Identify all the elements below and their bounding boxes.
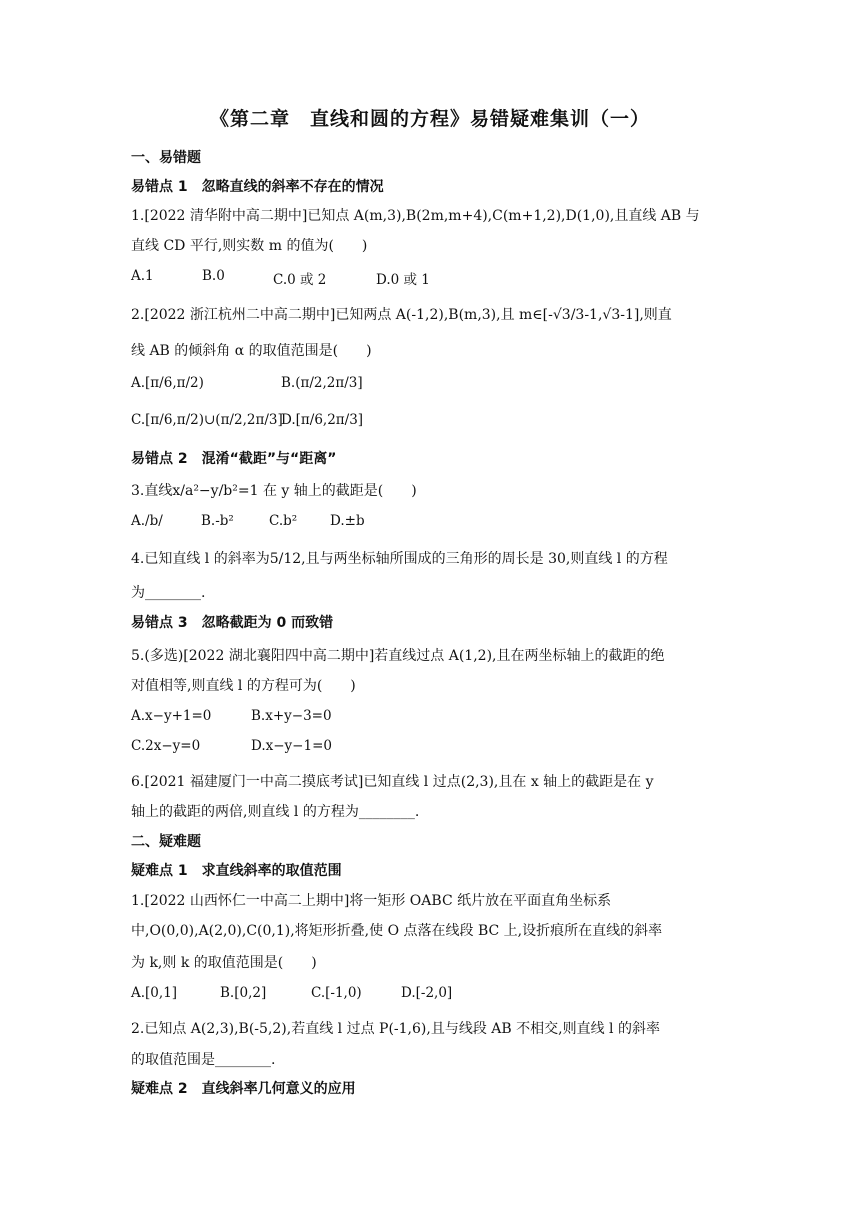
option-b: B.(π/2,2π/3] <box>281 375 363 391</box>
page-title: 《第二章 直线和圆的方程》易错疑难集训（一） <box>209 108 650 130</box>
difficult-question-1-line-2: 中,O(0,0),A(2,0),C(0,1),将矩形折叠,使 O 点落在线段 BC 上,设折痕所在直线的斜率 <box>131 923 663 939</box>
question-2-line-1: 2.[2022 浙江杭州二中高二期中]已知两点 A(-1,2),B(m,3),且 m∈[-√3/3-1,√3-1],则直 <box>131 307 672 323</box>
option-c: C.b² <box>269 513 298 529</box>
option-a: A.1 <box>131 268 154 284</box>
question-3-line-1: 3.直线x/a²−y/b²=1 在 y 轴上的截距是( ) <box>131 483 417 499</box>
error-point-2-heading: 易错点 2 混淆“截距”与“距离” <box>131 451 337 467</box>
option-a: A.[π/6,π/2) <box>131 375 204 391</box>
option-d: D.0 或 1 <box>376 272 430 288</box>
question-1-line-1: 1.[2022 清华附中高二期中]已知点 A(m,3),B(2m,m+4),C(m+1,2),D(1,0),且直线 AB 与 <box>131 208 700 224</box>
question-5-line-2: 对值相等,则直线 l 的方程可为( ) <box>131 678 356 694</box>
section-heading-errors: 一、易错题 <box>131 150 201 166</box>
question-4-line-2: 为________. <box>131 585 206 601</box>
question-1-line-2: 直线 CD 平行,则实数 m 的值为( ) <box>131 238 368 254</box>
option-d: D.[π/6,2π/3] <box>281 412 364 428</box>
error-point-1-heading: 易错点 1 忽略直线的斜率不存在的情况 <box>131 179 384 195</box>
option-a: A.[0,1] <box>131 985 178 1001</box>
option-a: A./b/ <box>131 513 163 529</box>
option-c: C.[-1,0) <box>311 985 362 1001</box>
section-heading-difficult: 二、疑难题 <box>131 834 201 850</box>
question-4-line-1: 4.已知直线 l 的斜率为5/12,且与两坐标轴所围成的三角形的周长是 30,则直线 l 的方程 <box>131 551 668 567</box>
difficult-question-2-line-1: 2.已知点 A(2,3),B(-5,2),若直线 l 过点 P(-1,6),且与线段 AB 不相交,则直线 l 的斜率 <box>131 1021 660 1037</box>
option-d: D.±b <box>330 513 365 529</box>
question-6-line-1: 6.[2021 福建厦门一中高二摸底考试]已知直线 l 过点(2,3),且在 x 轴上的截距是在 y <box>131 774 654 790</box>
difficult-question-1-line-1: 1.[2022 山西怀仁一中高二上期中]将一矩形 OABC 纸片放在平面直角坐标系 <box>131 893 612 909</box>
error-point-3-heading: 易错点 3 忽略截距为 0 而致错 <box>131 615 334 631</box>
question-2-line-2: 线 AB 的倾斜角 α 的取值范围是( ) <box>131 343 372 359</box>
difficult-question-2-line-2: 的取值范围是________. <box>131 1052 276 1068</box>
option-d: D.[-2,0] <box>401 985 453 1001</box>
question-5-line-1: 5.(多选)[2022 湖北襄阳四中高二期中]若直线过点 A(1,2),且在两坐标轴上的截距的绝 <box>131 648 665 664</box>
option-a: A.x−y+1=0 <box>131 708 212 724</box>
option-b: B.-b² <box>201 513 234 529</box>
option-b: B.0 <box>202 268 225 284</box>
difficult-point-2-heading: 疑难点 2 直线斜率几何意义的应用 <box>131 1081 356 1097</box>
option-c: C.2x−y=0 <box>131 738 201 754</box>
option-c: C.0 或 2 <box>273 272 327 288</box>
option-b: B.x+y−3=0 <box>251 708 332 724</box>
option-c: C.[π/6,π/2)∪(π/2,2π/3] <box>131 412 283 428</box>
option-d: D.x−y−1=0 <box>251 738 332 754</box>
difficult-point-1-heading: 疑难点 1 求直线斜率的取值范围 <box>131 863 342 879</box>
difficult-question-1-line-3: 为 k,则 k 的取值范围是( ) <box>131 955 317 971</box>
option-b: B.[0,2] <box>220 985 267 1001</box>
question-6-line-2: 轴上的截距的两倍,则直线 l 的方程为________. <box>131 804 420 820</box>
